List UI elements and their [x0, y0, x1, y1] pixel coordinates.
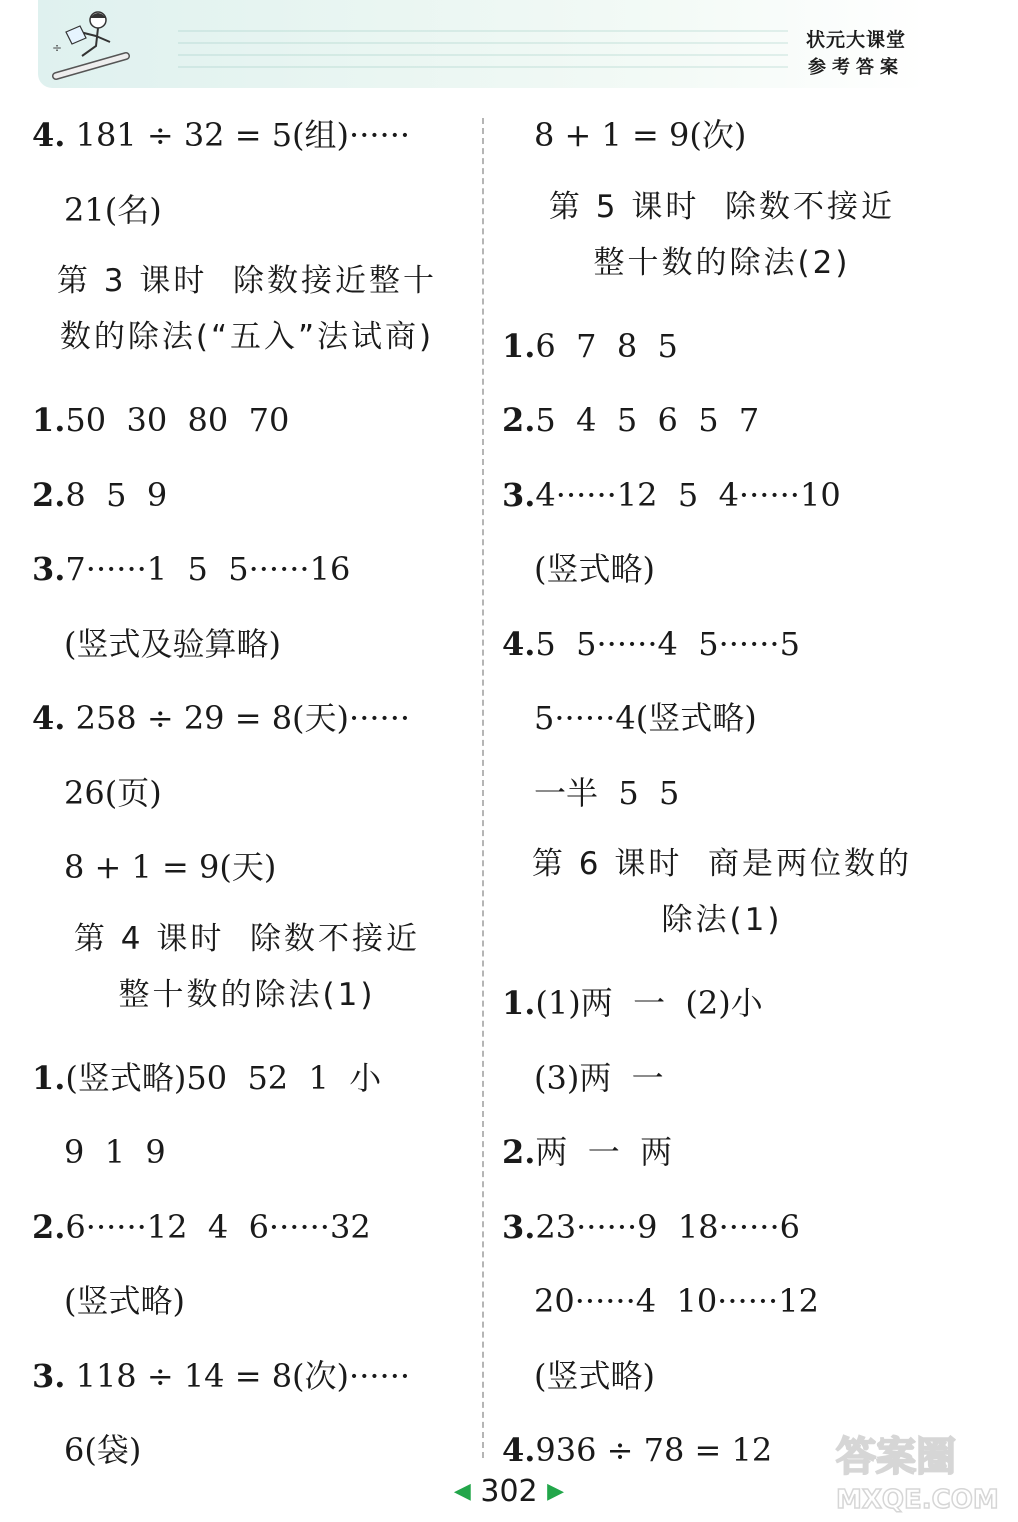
lesson-heading: 第 3 课时 除数接近整十 [56, 263, 438, 299]
answer-item [502, 309, 942, 384]
item-text: 4······12 5 4······10 [535, 475, 841, 514]
item-text: 6 7 8 5 [535, 326, 678, 365]
item-text: 6······12 4 6······32 [65, 1207, 371, 1246]
item-number: 2. [502, 401, 536, 439]
header-decoration [178, 30, 788, 70]
answer-item [32, 458, 462, 533]
answer-item [502, 383, 942, 458]
item-number: 3. [502, 475, 536, 514]
answer-continuation: 21(名) [64, 190, 162, 229]
svg-text:答案圈: 答案圈 [836, 1434, 956, 1480]
answer-continuation: (竖式略) [534, 1356, 655, 1395]
item-number: 1. [32, 401, 66, 439]
left-triangle-icon: ◀ [453, 1479, 471, 1504]
answer-item [32, 383, 462, 458]
answer-continuation: 8 + 1 = 9(天) [64, 848, 277, 886]
lesson-heading: 第 5 课时 除数不接近 [548, 188, 896, 225]
right-triangle-icon: ▶ [547, 1479, 565, 1504]
answer-continuation: (竖式略) [534, 550, 655, 588]
item-number: 2. [32, 1207, 66, 1246]
item-text: (1)两 一 (2)小 [535, 984, 763, 1022]
answer-item [502, 607, 942, 682]
item-text: 118 ÷ 14 = 8(次)······ [65, 1356, 411, 1395]
item-text: 50 30 80 70 [65, 401, 290, 439]
lesson-heading: 第 6 课时 商是两位数的 [531, 846, 913, 882]
item-text: 8 5 9 [65, 475, 168, 514]
item-text: 两 一 两 [535, 1133, 673, 1171]
item-text: 5 4 5 6 5 7 [535, 401, 760, 439]
answer-item [32, 532, 462, 607]
header-band [38, 0, 928, 88]
svg-text:÷: ÷ [52, 41, 63, 55]
answer-item [502, 458, 942, 533]
page-number: 302 [480, 1474, 538, 1509]
answer-item [502, 966, 942, 1041]
answer-item [32, 1041, 462, 1116]
answer-continuation: 6(袋) [64, 1431, 142, 1469]
left-column [32, 98, 462, 1488]
item-number: 4. [32, 116, 66, 154]
item-number: 2. [32, 475, 66, 514]
answer-continuation: (竖式及验算略) [64, 624, 281, 663]
lesson-heading: 整十数的除法(1) [118, 976, 376, 1013]
answer-continuation: 9 1 9 [64, 1133, 166, 1171]
answer-continuation: 5······4(竖式略) [534, 699, 757, 737]
brand-subtitle: 参考答案 [807, 57, 904, 78]
item-number: 3. [502, 1207, 536, 1246]
item-number: 1. [502, 984, 536, 1022]
item-number: 1. [32, 1058, 66, 1097]
item-text: 258 ÷ 29 = 8(天)······ [65, 699, 411, 737]
brand-title: 状元大课堂 [805, 29, 906, 51]
item-number: 4. [502, 624, 536, 663]
reading-child-illustration [46, 6, 136, 86]
item-number: 4. [32, 699, 66, 737]
item-text: (竖式略)50 52 1 小 [65, 1058, 382, 1097]
answer-continuation: 20······4 10······12 [534, 1282, 819, 1320]
answer-continuation: 26(页) [64, 773, 162, 812]
answer-continuation: 8 + 1 = 9(次) [534, 116, 747, 154]
item-text: 7······1 5 5······16 [65, 550, 351, 588]
lesson-heading: 整十数的除法(2) [593, 244, 851, 281]
answer-item [32, 98, 462, 173]
lesson-heading: 第 4 课时 除数不接近 [73, 920, 421, 957]
answer-item [32, 681, 462, 756]
lesson-heading: 除法(1) [661, 902, 783, 938]
item-number: 2. [502, 1133, 536, 1171]
item-text: 181 ÷ 32 = 5(组)······ [65, 116, 411, 154]
svg-text:MXQE.COM: MXQE.COM [836, 1485, 999, 1515]
answer-item [32, 1339, 462, 1414]
watermark-logo [816, 1420, 1006, 1516]
item-number: 3. [32, 550, 66, 588]
answer-continuation: (3)两 一 [534, 1058, 664, 1097]
item-number: 1. [502, 326, 536, 365]
answer-continuation: 一半 5 5 [534, 773, 680, 812]
answer-item [502, 1190, 942, 1265]
item-text: 23······9 18······6 [535, 1207, 800, 1246]
answer-item [32, 1190, 462, 1265]
item-text: 936 ÷ 78 = 12 [535, 1431, 773, 1469]
answer-continuation: (竖式略) [64, 1282, 185, 1320]
answer-item [502, 1115, 942, 1190]
column-divider [482, 118, 484, 1458]
brand-block [806, 26, 906, 82]
lesson-heading: 数的除法(“五入”法试商) [59, 319, 435, 355]
item-number: 4. [502, 1431, 536, 1469]
right-column [502, 98, 942, 1488]
item-number: 3. [32, 1356, 66, 1395]
item-text: 5 5······4 5······5 [535, 624, 800, 663]
